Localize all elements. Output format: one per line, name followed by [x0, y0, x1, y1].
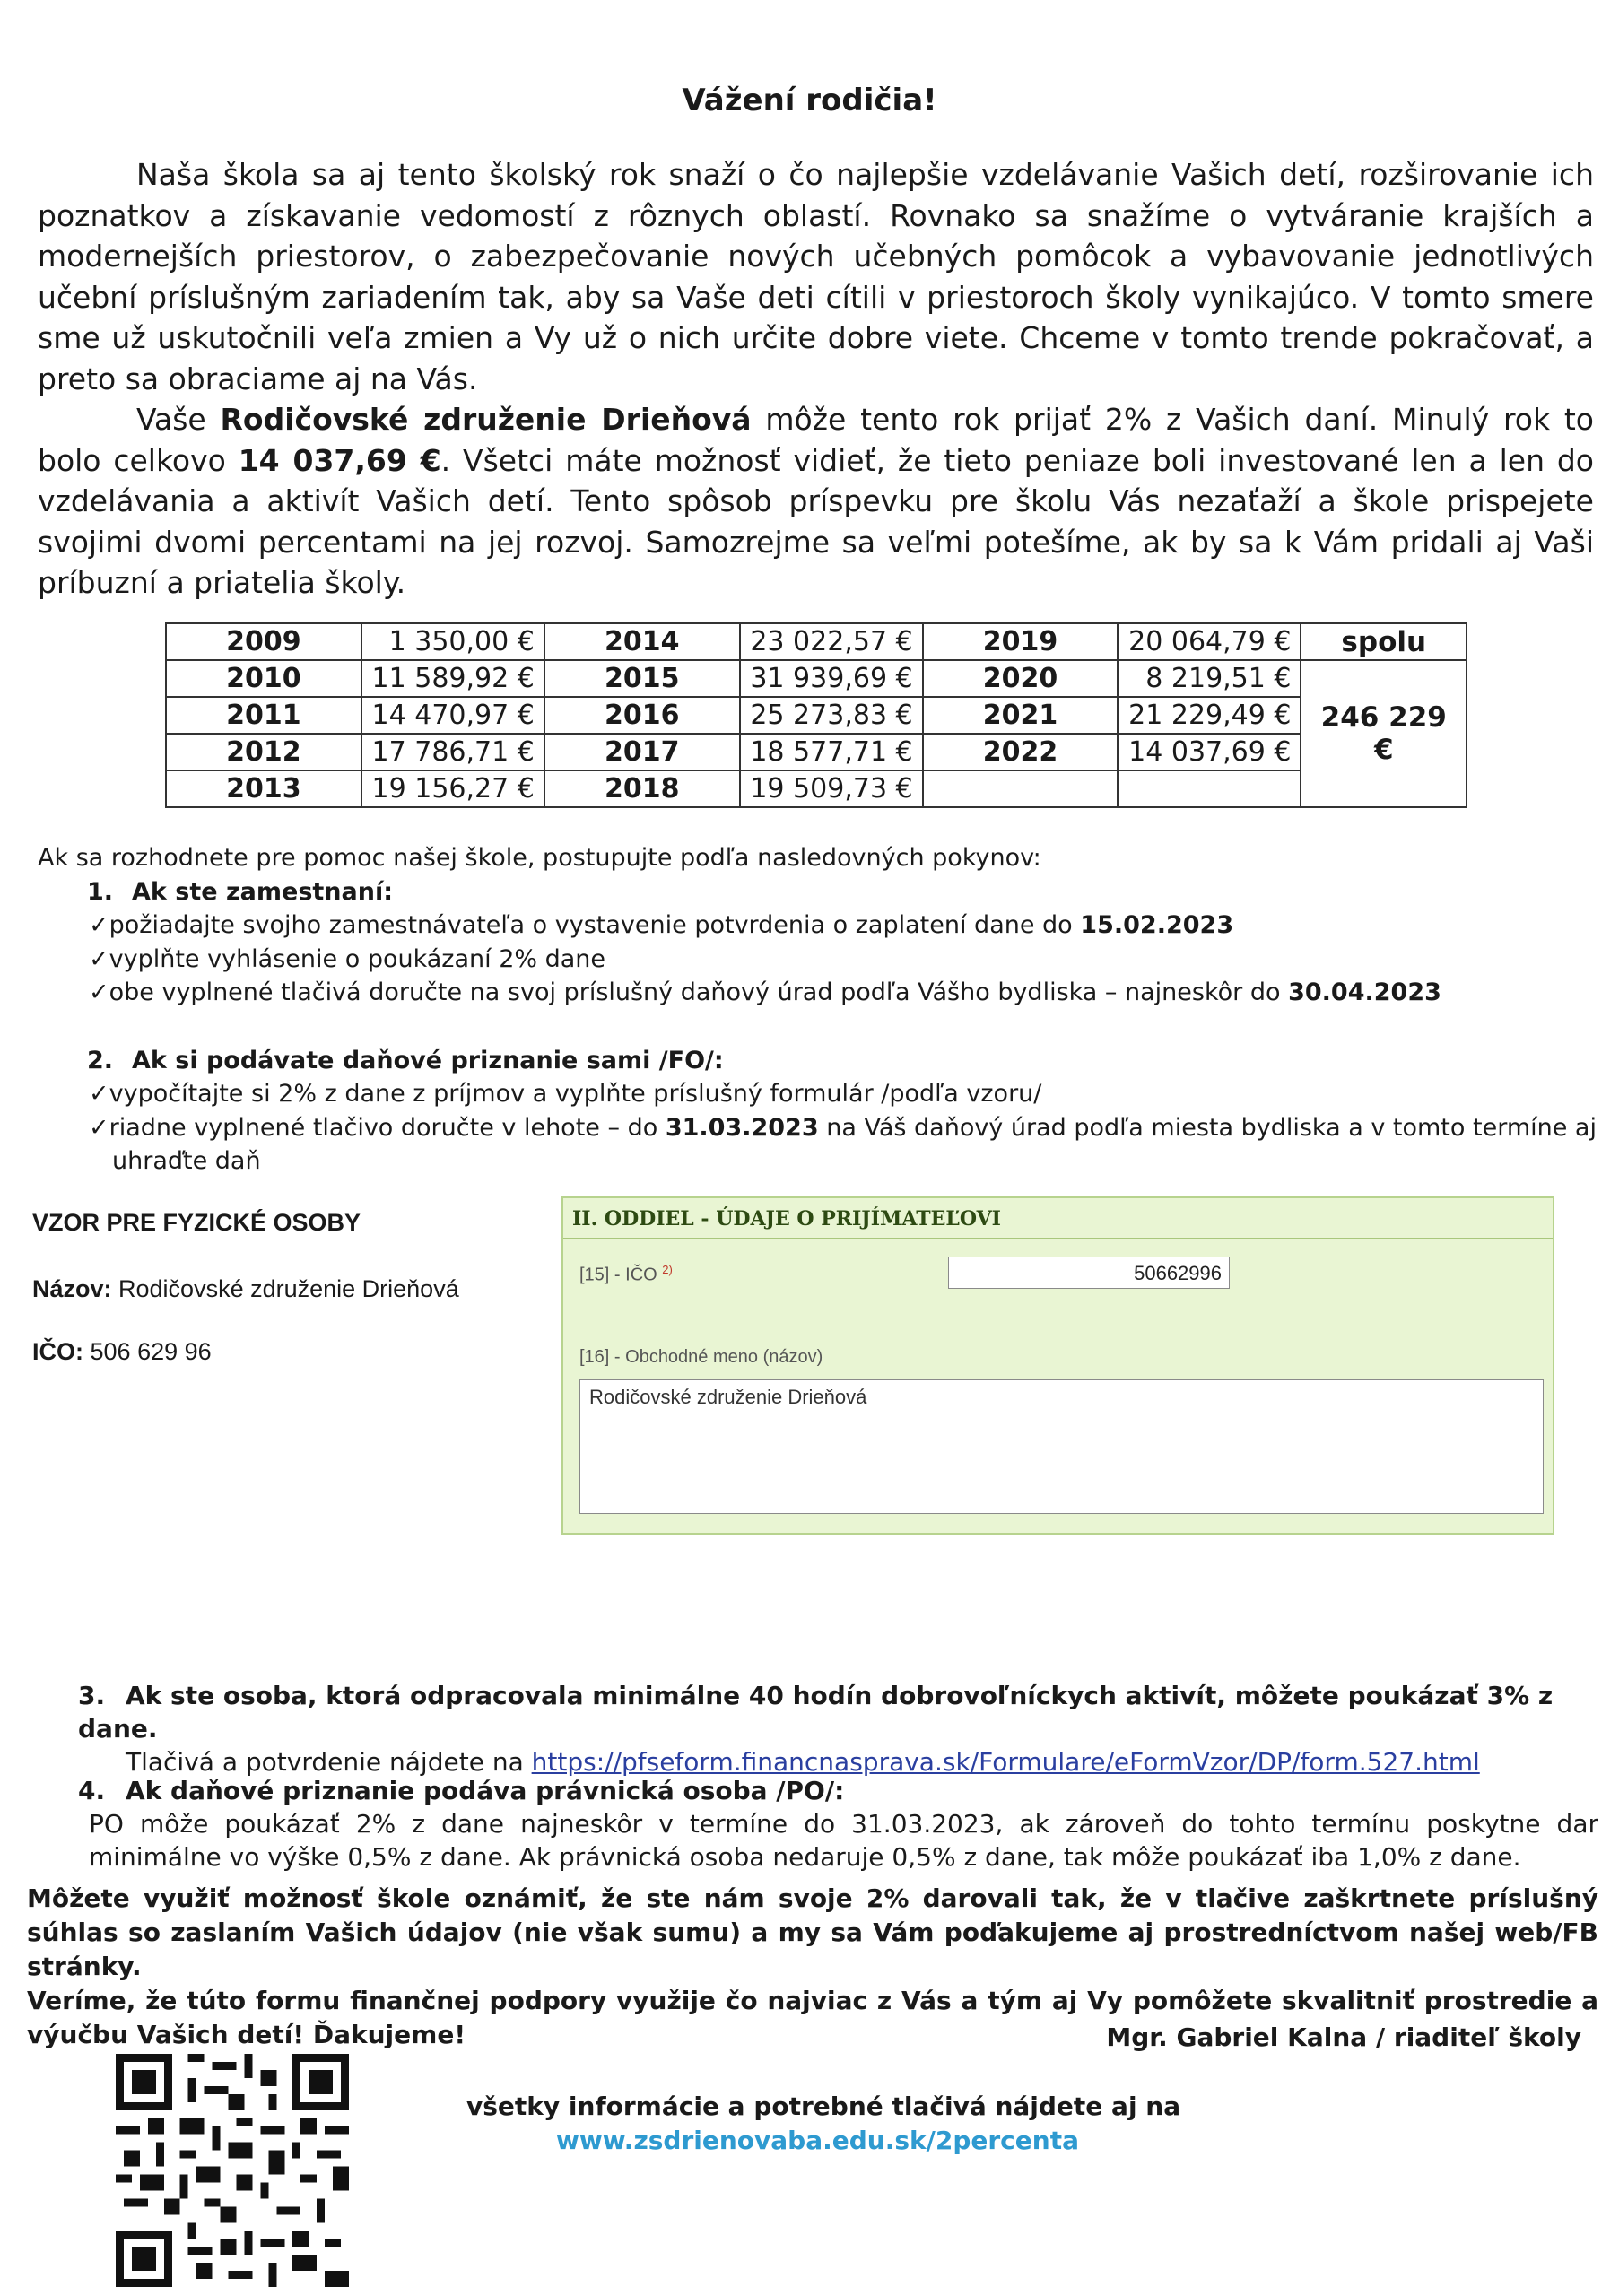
page-title: Vážení rodičia!: [682, 83, 937, 118]
section-4: [38, 1774, 1598, 1874]
last-year-amount: 14 037,69 €: [238, 442, 441, 478]
check-icon: ✓: [89, 944, 109, 973]
name-label: [16] - Obchodné meno (názov): [579, 1347, 823, 1367]
section-3-body: Tlačivá a potvrdenie nájdete na https://pfseform.financnasprava.sk/Formulare/eFormVzor/DP/form.527.html: [126, 1747, 1480, 1777]
year-cell: 2014: [544, 623, 740, 660]
amount-cell: 21 229,49 €: [1118, 697, 1301, 734]
year-cell: 2022: [923, 734, 1119, 770]
org-name: Rodičovské združenie Drieňová: [220, 402, 752, 437]
intro-paragraph-2: Vaše Rodičovské združenie Drieňová môže tento rok prijať 2% z Vašich daní. Minulý rok to bolo celkovo 14 037,69 €. Všetci máte možnosť vidieť, že tieto peniaze boli investované len a len do vzdelávania a aktivít Vašich detí. Tento spôsob príspevku pre školu Vás nezaťaží a škole prispejete svojimi dvomi percentami na jej rozvoj. Samozrejme sa veľmi potešíme, ak by sa k Vám pridali aj Vaši príbuzní a priatelia školy.: [38, 402, 1594, 600]
recipient-form: [561, 1196, 1554, 1535]
more-info-text: všetky informácie a potrebné tlačivá nájdete aj na: [466, 2092, 1181, 2121]
year-cell: 2013: [166, 770, 361, 807]
section-4-body: PO môže poukázať 2% z dane najneskôr v termíne do 31.03.2023, ak zároveň do tohto termínu poskytne dar minimálne vo výške 0,5% z dane. Ak právnická osoba nedaruje 0,5% z dane, tak môže poukázať iba 1,0% z dane.: [89, 1809, 1598, 1872]
instructions-lead: Ak sa rozhodnete pre pomoc našej škole, postupujte podľa nasledovných pokynov:: [38, 844, 1041, 872]
amount-cell: 14 037,69 €: [1118, 734, 1301, 770]
amount-cell: 23 022,57 €: [740, 623, 923, 660]
years-table: [165, 622, 1467, 808]
check-icon: ✓: [89, 978, 109, 1006]
amount-cell: 19 509,73 €: [740, 770, 923, 807]
section-4-heading: 4. Ak daňové priznanie podáva právnická osoba /PO/:: [78, 1776, 845, 1805]
intro-text: [38, 154, 1594, 604]
amount-cell: 1 350,00 €: [361, 623, 544, 660]
sum-value: 246 229 €: [1301, 660, 1467, 807]
name-field[interactable]: Rodičovské združenie Drieňová: [579, 1379, 1544, 1514]
section-2-heading: 2. Ak si podávate daňové priznanie sami /FO/:: [87, 1046, 724, 1074]
check-icon: ✓: [89, 911, 109, 939]
table-row: [166, 697, 1467, 734]
list-item: ✓riadne vyplnené tlačivo doručte v lehote – do 31.03.2023 na Váš daňový úrad podľa miesta bydliska a v tomto termíne aj uhraďte daň: [89, 1113, 1597, 1175]
amount-cell: 31 939,69 €: [740, 660, 923, 697]
section-3: [38, 1679, 1598, 1779]
year-cell: [923, 770, 1119, 807]
ico-field[interactable]: 50662996: [948, 1257, 1230, 1289]
amount-cell: 20 064,79 €: [1118, 623, 1301, 660]
year-cell: 2020: [923, 660, 1119, 697]
amount-cell: 14 470,97 €: [361, 697, 544, 734]
check-icon: ✓: [89, 1080, 109, 1108]
list-item: ✓vyplňte vyhlásenie o poukázaní 2% dane: [89, 944, 606, 973]
amount-cell: 19 156,27 €: [361, 770, 544, 807]
year-cell: 2012: [166, 734, 361, 770]
table-row: [166, 660, 1467, 697]
amount-cell: [1118, 770, 1301, 807]
form-title: II. ODDIEL - ÚDAJE O PRIJÍMATEĽOVI: [572, 1207, 1001, 1231]
table-row: [166, 734, 1467, 770]
year-cell: 2015: [544, 660, 740, 697]
closing-paragraph-1: Môžete využiť možnosť škole oznámiť, že ste nám svoje 2% darovali tak, že v tlačive zaškrtnete príslušný súhlas so zaslaním Vašich údajov (nie však sumu) a my sa Vám poďakujeme aj prostredníctvom našej web/FB stránky.: [27, 1883, 1598, 1981]
year-cell: 2019: [923, 623, 1119, 660]
qr-code-icon: [111, 2054, 353, 2287]
section-3-heading: 3. Ak ste osoba, ktorá odpracovala minimálne 40 hodín dobrovoľníckych aktivít, môžete poukázať 3% z dane.: [78, 1681, 1554, 1744]
amount-cell: 18 577,71 €: [740, 734, 923, 770]
table-row: [166, 623, 1467, 660]
sample-ico: IČO: 506 629 96: [32, 1338, 212, 1365]
list-item: ✓požiadajte svojho zamestnávateľa o vystavenie potvrdenia o zaplatení dane do 15.02.2023: [89, 911, 1234, 939]
sum-label: spolu: [1301, 623, 1467, 660]
signature: Mgr. Gabriel Kalna / riaditeľ školy: [1106, 2022, 1581, 2052]
amount-cell: 11 589,92 €: [361, 660, 544, 697]
year-cell: 2010: [166, 660, 361, 697]
sample-name: Názov: Rodičovské združenie Drieňová: [32, 1275, 459, 1302]
more-info: [466, 2090, 1180, 2158]
year-cell: 2009: [166, 623, 361, 660]
year-cell: 2011: [166, 697, 361, 734]
list-item: ✓obe vyplnené tlačivá doručte na svoj príslušný daňový úrad podľa Vášho bydliska – najneskôr do 30.04.2023: [89, 978, 1441, 1006]
closing-paragraph-2: Veríme, že túto formu finančnej podpory využije čo najviac z Vás a tým aj Vy pomôžete skvalitniť prostredie a výučbu Vašich detí! Ďakujeme!: [27, 1986, 1598, 2049]
year-cell: 2018: [544, 770, 740, 807]
section-1-heading: 1. Ak ste zamestnaní:: [87, 877, 394, 906]
check-icon: ✓: [89, 1113, 109, 1142]
year-cell: 2017: [544, 734, 740, 770]
amount-cell: 17 786,71 €: [361, 734, 544, 770]
amount-cell: 8 219,51 €: [1118, 660, 1301, 697]
table-row: [166, 770, 1467, 807]
intro-paragraph-1: Naša škola sa aj tento školský rok snaží o čo najlepšie vzdelávanie Vašich detí, rozširovanie ich poznatkov a získavanie vedomostí z rôznych oblastí. Rovnako sa snažíme o vytváranie krajších a modernejších priestorov, o zabezpečovanie nových učebných pomôcok a vybavovanie jednotlivých učební príslušným zariadením tak, aby sa Vaše deti cítili v priestoroch školy vynikajúco. V tomto smere sme už uskutočnili veľa zmien a Vy už o nich určite dobre viete. Chceme v tomto trende pokračovať, a preto sa obraciame aj na Vás.: [38, 157, 1594, 396]
ico-label: [15] - IČO $^{2)}$: [579, 1263, 673, 1285]
form-link[interactable]: https://pfseform.financnasprava.sk/Formulare/eFormVzor/DP/form.527.html: [531, 1747, 1480, 1777]
website-link[interactable]: www.zsdrienovaba.edu.sk/2percenta: [556, 2126, 1079, 2155]
list-item: ✓vypočítajte si 2% z dane z príjmov a vyplňte príslušný formulár /podľa vzoru/: [89, 1080, 1042, 1108]
amount-cell: 25 273,83 €: [740, 697, 923, 734]
instructions: [38, 841, 1598, 1178]
year-cell: 2016: [544, 697, 740, 734]
sample-title: VZOR PRE FYZICKÉ OSOBY: [32, 1209, 361, 1236]
year-cell: 2021: [923, 697, 1119, 734]
